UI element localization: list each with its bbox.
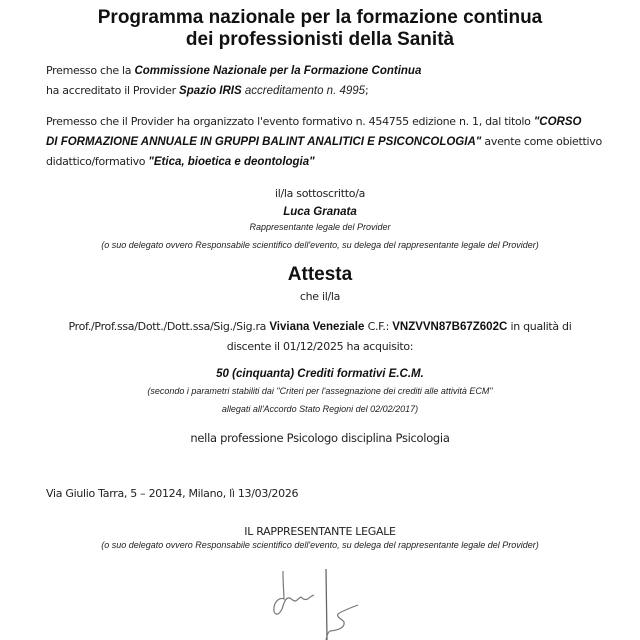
participant-line: Prof./Prof.ssa/Dott./Dott.ssa/Sig./Sig.ra Viviana Veneziale C.F.: VNZVVN87B67Z602C in qualità di <box>68 320 572 333</box>
tax-code: VNZVVN87B67Z602C <box>392 321 508 333</box>
provider-name: Spazio IRIS <box>179 85 242 97</box>
legal-rep-label: IL RAPPRESENTANTE LEGALE <box>244 525 396 538</box>
course-title-rest: DI FORMAZIONE ANNUALE IN GRUPPI BALINT ANALITICI E PSICONCOLOGIA" <box>46 136 482 148</box>
commission-name: Commissione Nazionale per la Formazione Continua <box>134 65 422 77</box>
credits-note-line1: (secondo i parametri stabiliti dai "Criteri per l'assegnazione dei crediti alle attività ECM" <box>147 386 493 396</box>
signatory-name: Luca Granata <box>283 206 357 218</box>
attesta-heading: Attesta <box>287 264 353 285</box>
educational-objective: "Etica, bioetica e deontologia" <box>148 156 315 168</box>
signatory-intro: il/la sottoscritto/a <box>274 187 366 200</box>
place-and-date: Via Giulio Tarra, 5 – 20124, Milano, lì 13/03/2026 <box>46 487 299 500</box>
signature-image <box>260 565 380 640</box>
premessa-event-line3: didattico/formativo "Etica, bioetica e deontologia" <box>46 155 315 168</box>
document-title-line1: Programma nazionale per la formazione continua <box>97 7 543 28</box>
credits-note-line2: allegati all'Accordo Stato Regioni del 02/02/2017) <box>221 404 419 414</box>
signatory-role: Rappresentante legale del Provider <box>249 222 391 232</box>
participant-name: Viviana Veneziale <box>269 321 365 333</box>
participant-date-line: discente il 01/12/2025 ha acquisito: <box>226 340 414 353</box>
credits-amount: 50 (cinquanta) Crediti formativi E.C.M. <box>216 368 424 380</box>
premessa-provider-line: ha accreditato il Provider Spazio IRIS accreditamento n. 4995; <box>46 84 369 97</box>
document-title-line2: dei professionisti della Sanità <box>185 29 455 50</box>
premessa-commission-line: Premesso che la Commissione Nazionale per la Formazione Continua <box>46 64 422 77</box>
signatory-delegate-note: (o suo delegato ovvero Responsabile scientifico dell'evento, su delega del rappresentante legale del Provider) <box>101 240 539 250</box>
premessa-event-line2: DI FORMAZIONE ANNUALE IN GRUPPI BALINT ANALITICI E PSICONCOLOGIA" avente come obiettivo <box>46 135 602 148</box>
legal-rep-note: (o suo delegato ovvero Responsabile scientifico dell'evento, su delega del rappresentante legale del Provider) <box>101 540 539 550</box>
attesta-subheading: che il/la <box>299 290 341 303</box>
premessa-event-line1: Premesso che il Provider ha organizzato l'evento formativo n. 454755 edizione n. 1, dal titolo "CORSO <box>46 115 582 128</box>
course-title-start: "CORSO <box>533 116 582 128</box>
profession-discipline: nella professione Psicologo disciplina Psicologia <box>190 431 450 445</box>
accreditation-number: accreditamento n. 4995 <box>241 85 366 97</box>
